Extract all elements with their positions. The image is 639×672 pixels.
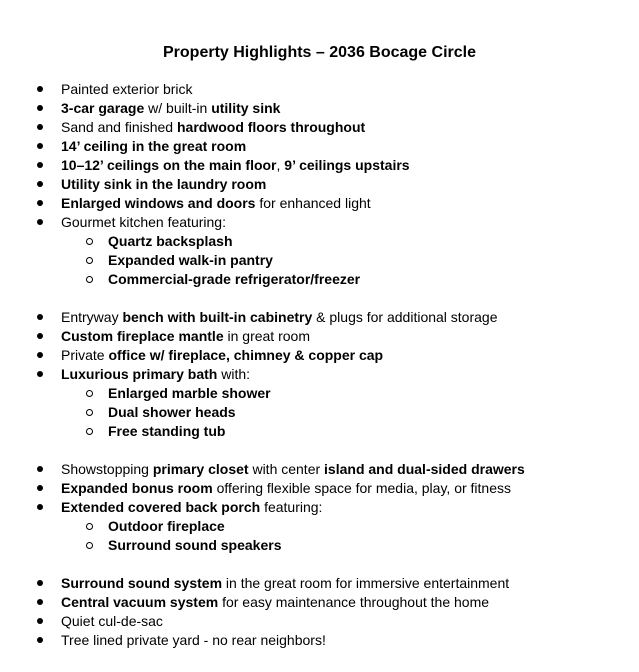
list-item xyxy=(0,327,639,346)
text: w/ built-in xyxy=(144,100,212,116)
highlights-list-group xyxy=(0,308,639,441)
text: Private xyxy=(61,347,109,363)
list-item xyxy=(0,365,639,384)
bullet-icon xyxy=(37,162,43,168)
sub-item-text: Dual shower heads xyxy=(108,404,236,420)
sub-list-item xyxy=(0,251,639,270)
list-item xyxy=(0,460,639,479)
list-item xyxy=(0,479,639,498)
text: & plugs for additional storage xyxy=(312,309,498,325)
text: Tree lined private yard - no rear neighbors! xyxy=(61,632,326,648)
list-item xyxy=(0,156,639,175)
sub-list-item xyxy=(0,232,639,251)
bold-text: 10–12’ ceilings on the main floor xyxy=(61,157,277,173)
list-item xyxy=(0,593,639,612)
text: , xyxy=(276,157,285,173)
text: with center xyxy=(248,461,325,477)
bold-text: hardwood floors throughout xyxy=(176,119,366,135)
hollow-bullet-icon xyxy=(86,390,93,397)
text: Quiet cul-de-sac xyxy=(61,613,163,629)
bold-text: Expanded bonus room xyxy=(61,480,213,496)
list-item xyxy=(0,308,639,327)
sub-list-item xyxy=(0,422,639,441)
text: Sand and finished xyxy=(61,119,177,135)
sub-item-text: Commercial-grade refrigerator/freezer xyxy=(108,271,361,287)
bullet-icon xyxy=(37,599,43,605)
bullet-icon xyxy=(37,485,43,491)
list-item xyxy=(0,194,639,213)
bold-text: Luxurious primary bath xyxy=(61,366,218,382)
bullet-icon xyxy=(37,124,43,130)
bold-text: Custom fireplace mantle xyxy=(61,328,224,344)
bullet-icon xyxy=(37,219,43,225)
text: for easy maintenance throughout the home xyxy=(218,594,490,610)
bold-text: Central vacuum system xyxy=(61,594,219,610)
text: with: xyxy=(217,366,251,382)
bullet-icon xyxy=(37,181,43,187)
bold-text: Utility sink in the laundry room xyxy=(61,176,267,192)
bold-text: Surround sound system xyxy=(61,575,223,591)
hollow-bullet-icon xyxy=(86,523,93,530)
highlights-list-group xyxy=(0,574,639,650)
list-item xyxy=(0,574,639,593)
page-title: Property Highlights – 2036 Bocage Circle xyxy=(163,44,476,61)
sub-item-text: Outdoor fireplace xyxy=(108,518,225,534)
bold-text: 9’ ceilings upstairs xyxy=(284,157,410,173)
list-item xyxy=(0,80,639,99)
bullet-icon xyxy=(37,200,43,206)
highlights-list-group xyxy=(0,460,639,555)
bold-text: Enlarged windows and doors xyxy=(61,195,256,211)
bold-text: utility sink xyxy=(211,100,281,116)
text: featuring: xyxy=(260,499,323,515)
sub-list-item xyxy=(0,384,639,403)
bold-text: island and dual-sided drawers xyxy=(324,461,525,477)
hollow-bullet-icon xyxy=(86,257,93,264)
text: Entryway xyxy=(61,309,123,325)
hollow-bullet-icon xyxy=(86,409,93,416)
bullet-icon xyxy=(37,352,43,358)
sub-list-item xyxy=(0,270,639,289)
sub-item-text: Surround sound speakers xyxy=(108,537,282,553)
text: in the great room for immersive entertainment xyxy=(222,575,510,591)
bullet-icon xyxy=(37,618,43,624)
text: Gourmet kitchen featuring: xyxy=(61,214,226,230)
bullet-icon xyxy=(37,637,43,643)
list-item xyxy=(0,137,639,156)
text: Showstopping xyxy=(61,461,153,477)
sub-item-text: Free standing tub xyxy=(108,423,226,439)
text: Painted exterior brick xyxy=(61,81,193,97)
text: in great room xyxy=(223,328,310,344)
list-item xyxy=(0,213,639,232)
sub-item-text: Quartz backsplash xyxy=(108,233,233,249)
text: offering flexible space for media, play, or fitness xyxy=(212,480,511,496)
list-item xyxy=(0,498,639,517)
bold-text: primary closet xyxy=(152,461,249,477)
sub-item-text: Expanded walk-in pantry xyxy=(108,252,273,268)
bullet-icon xyxy=(37,314,43,320)
highlights-list-group xyxy=(0,80,639,289)
list-item xyxy=(0,612,639,631)
bullet-icon xyxy=(37,143,43,149)
list-item xyxy=(0,346,639,365)
text: for enhanced light xyxy=(255,195,371,211)
bullet-icon xyxy=(37,86,43,92)
list-item xyxy=(0,118,639,137)
list-item xyxy=(0,631,639,650)
sub-list-item xyxy=(0,536,639,555)
sub-item-text: Enlarged marble shower xyxy=(108,385,271,401)
bold-text: office w/ fireplace, chimney & copper cap xyxy=(108,347,384,363)
hollow-bullet-icon xyxy=(86,238,93,245)
bullet-icon xyxy=(37,333,43,339)
list-item xyxy=(0,175,639,194)
bold-text: 3-car garage xyxy=(61,100,145,116)
bullet-icon xyxy=(37,466,43,472)
bullet-icon xyxy=(37,504,43,510)
bold-text: Extended covered back porch xyxy=(61,499,261,515)
list-item xyxy=(0,99,639,118)
sub-list-item xyxy=(0,403,639,422)
bullet-icon xyxy=(37,580,43,586)
bold-text: bench with built-in cabinetry xyxy=(122,309,313,325)
highlights-document xyxy=(0,80,639,669)
hollow-bullet-icon xyxy=(86,542,93,549)
bold-text: 14’ ceiling in the great room xyxy=(61,138,247,154)
hollow-bullet-icon xyxy=(86,276,93,283)
hollow-bullet-icon xyxy=(86,428,93,435)
bullet-icon xyxy=(37,371,43,377)
sub-list-item xyxy=(0,517,639,536)
bullet-icon xyxy=(37,105,43,111)
